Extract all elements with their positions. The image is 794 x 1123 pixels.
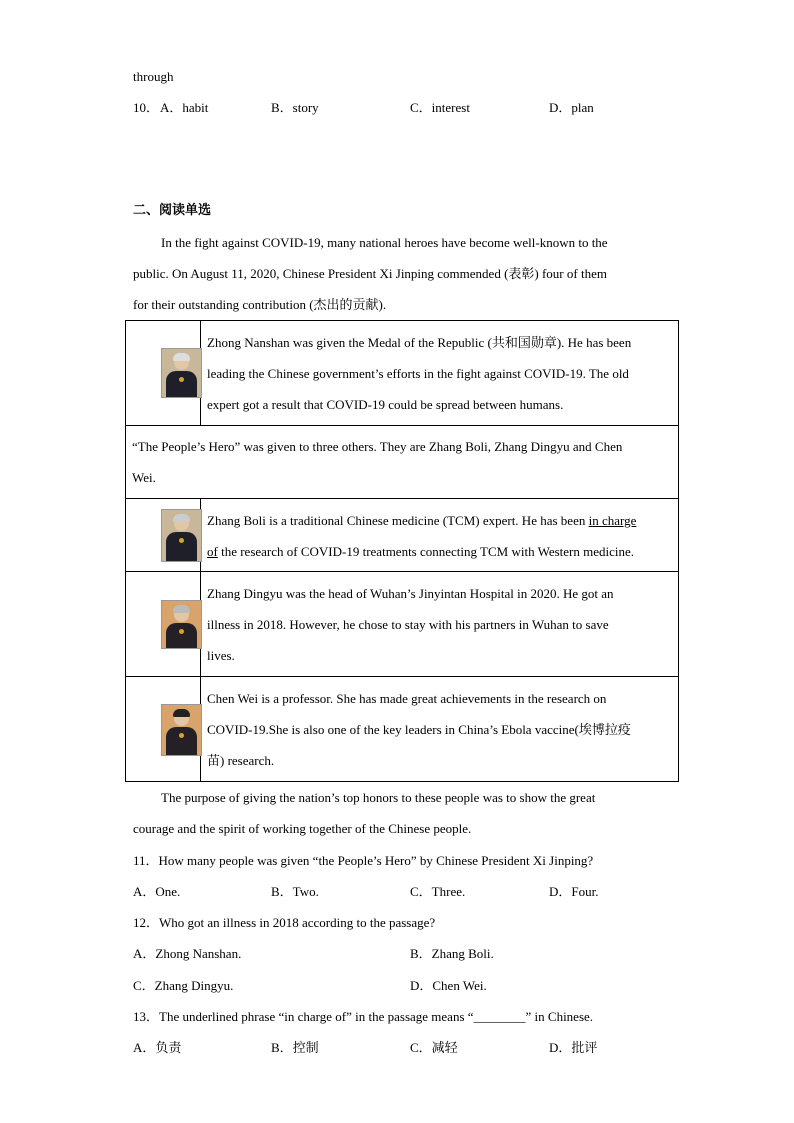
zhong-line-1: Zhong Nanshan was given the Medal of the Republic (共和国勋章). He has been <box>207 335 632 350</box>
q10-number: 10． <box>133 100 160 115</box>
previous-question-tail: through <box>133 69 174 84</box>
intro-line-2: public. On August 11, 2020, Chinese President Xi Jinping commended (表彰) four of them <box>133 266 607 281</box>
section-title: 二、阅读单选 <box>133 203 212 218</box>
boli-line-1-text: Zhang Boli is a traditional Chinese medicine (TCM) expert. He has been <box>207 513 589 528</box>
dingyu-line-1: Zhang Dingyu was the head of Wuhan’s Jinyintan Hospital in 2020. He got an <box>207 586 614 601</box>
q11-option-d: D．Four. <box>549 884 599 899</box>
q11-stem: 11．How many people was given “the People’s Hero” by Chinese President Xi Jinping? <box>133 853 594 868</box>
q12-option-c: C．Zhang Dingyu. <box>133 978 234 993</box>
q13-stem: 13．The underlined phrase “in charge of” in the passage means “________” in Chinese. <box>133 1009 594 1024</box>
q12-option-b: B．Zhang Boli. <box>410 946 494 961</box>
q12-option-a: A．Zhong Nanshan. <box>133 946 242 961</box>
photo-cell <box>126 321 201 426</box>
q10-option-c: C．interest <box>410 100 470 115</box>
q12-stem: 12．Who got an illness in 2018 according to the passage? <box>133 915 436 930</box>
intro-line-3: for their outstanding contribution (杰出的贡献). <box>133 297 387 312</box>
boli-line-2 <box>207 536 672 567</box>
q10-option-d: D．plan <box>549 100 594 115</box>
chen-wei-photo <box>161 704 202 756</box>
closing-line-2: courage and the spirit of working together of the Chinese people. <box>133 821 472 836</box>
q12-option-d: D．Chen Wei. <box>410 978 487 993</box>
zhang-boli-text <box>201 499 679 572</box>
dingyu-line-3: lives. <box>207 648 235 663</box>
zhong-nanshan-text <box>201 321 679 426</box>
photo-cell <box>126 499 201 572</box>
q11-option-b: B．Two. <box>271 884 319 899</box>
q10-option-a: A．habit <box>160 100 209 115</box>
intro-line-1: In the fight against COVID-19, many national heroes have become well-known to the <box>161 235 608 250</box>
in-charge-underlined: in charge <box>588 513 637 528</box>
row-zhang-boli <box>126 499 679 572</box>
row-chen-wei <box>126 677 679 782</box>
q11-option-c: C．Three. <box>410 884 466 899</box>
zhang-dingyu-photo <box>161 600 202 649</box>
peoples-hero-line-2: Wei. <box>132 470 156 485</box>
of-underlined: of <box>207 544 218 559</box>
chen-wei-text <box>201 677 679 782</box>
chen-line-2: COVID-19.She is also one of the key leaders in China’s Ebola vaccine(埃博拉疫 <box>207 722 631 737</box>
q13-option-b: B．控制 <box>271 1040 319 1055</box>
q13-option-a: A．负责 <box>133 1040 182 1055</box>
chen-line-3: 苗) research. <box>207 753 275 768</box>
photo-cell <box>126 677 201 782</box>
row-zhong-nanshan <box>126 321 679 426</box>
q13-option-c: C．减轻 <box>410 1040 458 1055</box>
peoples-hero-line-1: “The People’s Hero” was given to three others. They are Zhang Boli, Zhang Dingyu and Chen <box>132 439 623 454</box>
zhang-dingyu-text <box>201 572 679 677</box>
boli-line-2-text: the research of COVID-19 treatments connecting TCM with Western medicine. <box>217 544 635 559</box>
row-zhang-dingyu <box>126 572 679 677</box>
zhong-line-3: expert got a result that COVID-19 could be spread between humans. <box>207 397 564 412</box>
zhong-nanshan-photo <box>161 348 202 398</box>
q10-option-b: B．story <box>271 100 319 115</box>
q13-option-d: D．批评 <box>549 1040 598 1055</box>
photo-cell <box>126 572 201 677</box>
dingyu-line-2: illness in 2018. However, he chose to stay with his partners in Wuhan to save <box>207 617 609 632</box>
row-peoples-hero <box>126 426 679 499</box>
closing-line-1: The purpose of giving the nation’s top honors to these people was to show the great <box>161 790 596 805</box>
zhang-boli-photo <box>161 509 202 562</box>
chen-line-1: Chen Wei is a professor. She has made great achievements in the research on <box>207 691 607 706</box>
q11-option-a: A．One. <box>133 884 181 899</box>
zhong-line-2: leading the Chinese government’s efforts in the fight against COVID-19. The old <box>207 366 629 381</box>
peoples-hero-text <box>126 426 679 499</box>
boli-line-1 <box>207 505 672 536</box>
heroes-table <box>125 320 679 782</box>
